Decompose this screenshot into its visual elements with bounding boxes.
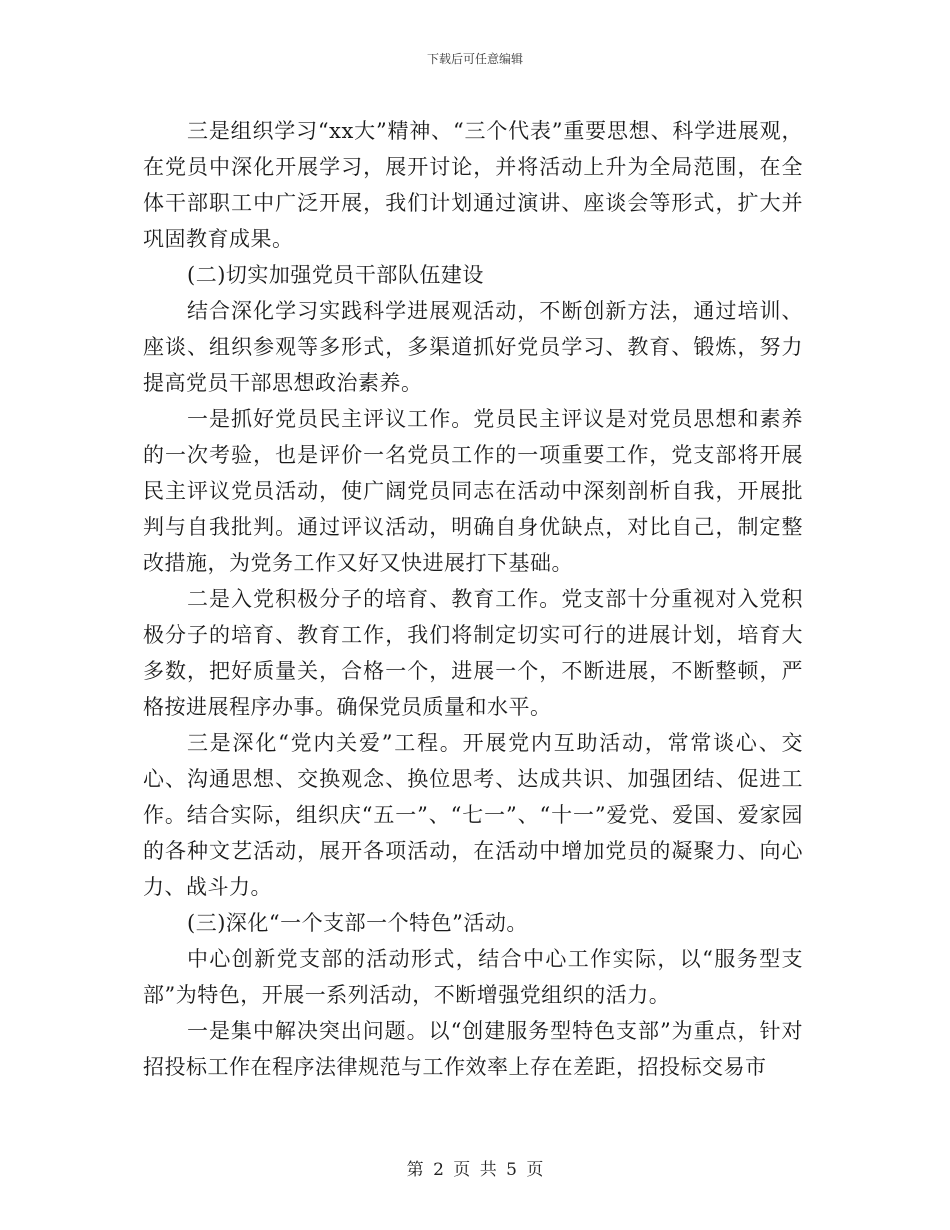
paragraph-9: 一是集中解决突出问题。以“创建服务型特色支部”为重点，针对招投标工作在程序法律规范与工作效率上存在差距，招投标交易市: [143, 1019, 803, 1079]
page-header: 下载后可任意编辑: [426, 52, 523, 66]
paragraph-6: 三是深化“党内关爱”工程。开展党内互助活动，常常谈心、交心、沟通思想、交换观念、换位思考、达成共识、加强团结、促进工作。结合实际，组织庆“五一”、“七一”、“十一”爱党、爱国、爱家园的各种文艺活动，展开各项活动，在活动中增加党员的凝聚力、向心力、战斗力。: [143, 731, 803, 899]
section-heading-2: (二)切实加强党员干部队伍建设: [187, 263, 484, 287]
paragraph-8: 中心创新党支部的活动形式，结合中心工作实际，以“服务型支部”为特色，开展一系列活动，不断增强党组织的活力。: [143, 947, 803, 1007]
paragraph-1: 三是组织学习“xx大”精神、“三个代表”重要思想、科学进展观，在党员中深化开展学习，展开讨论，并将活动上升为全局范围，在全体干部职工中广泛开展，我们计划通过演讲、座谈会等形式，扩大并巩固教育成果。: [143, 119, 803, 251]
page-footer: 第 2 页 共 5 页: [406, 1160, 544, 1180]
section-heading-3: (三)深化“一个支部一个特色”活动。: [187, 911, 528, 935]
document-body: [143, 113, 803, 1085]
paragraph-5: 二是入党积极分子的培育、教育工作。党支部十分重视对入党积极分子的培育、教育工作，我们将制定切实可行的进展计划，培育大多数，把好质量关，合格一个，进展一个，不断进展，不断整顿，严格按进展程序办事。确保党员质量和水平。: [143, 587, 803, 719]
paragraph-3: 结合深化学习实践科学进展观活动，不断创新方法，通过培训、座谈、组织参观等多形式，多渠道抓好党员学习、教育、锻炼，努力提高党员干部思想政治素养。: [143, 299, 803, 395]
paragraph-4: 一是抓好党员民主评议工作。党员民主评议是对党员思想和素养的一次考验，也是评价一名党员工作的一项重要工作，党支部将开展民主评议党员活动，使广阔党员同志在活动中深刻剖析自我，开展批判与自我批判。通过评议活动，明确自身优缺点，对比自己，制定整改措施，为党务工作又好又快进展打下基础。: [143, 407, 803, 575]
